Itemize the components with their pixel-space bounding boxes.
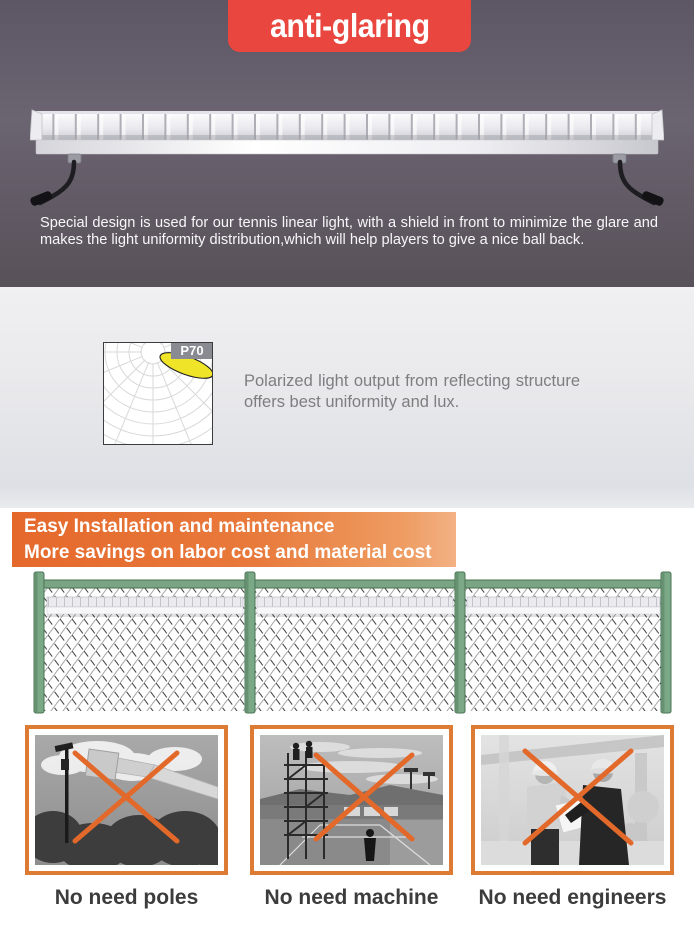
photometric-section	[0, 287, 694, 508]
photo-frame	[250, 725, 453, 875]
crossed-out-scaffold-court-photo	[260, 735, 443, 865]
photo-frame	[471, 725, 674, 875]
benefit-card-no-machine	[250, 725, 453, 910]
benefit-card-no-poles	[25, 725, 228, 910]
p70-badge-label: P70	[180, 343, 204, 358]
photo-frame	[25, 725, 228, 875]
fixture-body	[36, 140, 658, 154]
benefit-caption: No need machine	[264, 886, 439, 909]
linear-light-image	[30, 106, 664, 210]
benefit-card-no-engineers	[471, 725, 674, 910]
fence-installation-illustration	[0, 571, 694, 717]
fence-mounted-light-bars	[47, 597, 660, 617]
fixture-left-cap	[30, 110, 42, 140]
installation-banner-line1: Easy Installation and maintenance	[24, 516, 335, 537]
fixture-right-cap	[652, 110, 664, 140]
fence-top-rail	[35, 580, 671, 588]
photometric-caption: Polarized light output from reflecting structure offers best uniformity and lux.	[244, 372, 580, 411]
trees	[35, 811, 218, 865]
crossed-out-engineers-photo	[481, 735, 664, 865]
anti-glare-section	[0, 0, 694, 287]
crossed-out-bucket-truck-photo	[35, 735, 218, 865]
installation-banner	[12, 512, 456, 567]
benefit-caption: No need poles	[54, 886, 199, 909]
anti-glare-description: Special design is used for our tennis linear light, with a shield in front to minimize the glare and makes the light uniformity distribution,which will help players to give a nice ball back.	[40, 215, 658, 248]
anti-glaring-ribbon	[228, 0, 471, 52]
anti-glaring-label: anti-glaring	[269, 7, 430, 44]
installation-banner-line2: More savings on labor cost and material cost	[24, 541, 432, 563]
polar-light-distribution-diagram	[103, 342, 213, 445]
benefit-caption: No need engineers	[478, 886, 667, 909]
